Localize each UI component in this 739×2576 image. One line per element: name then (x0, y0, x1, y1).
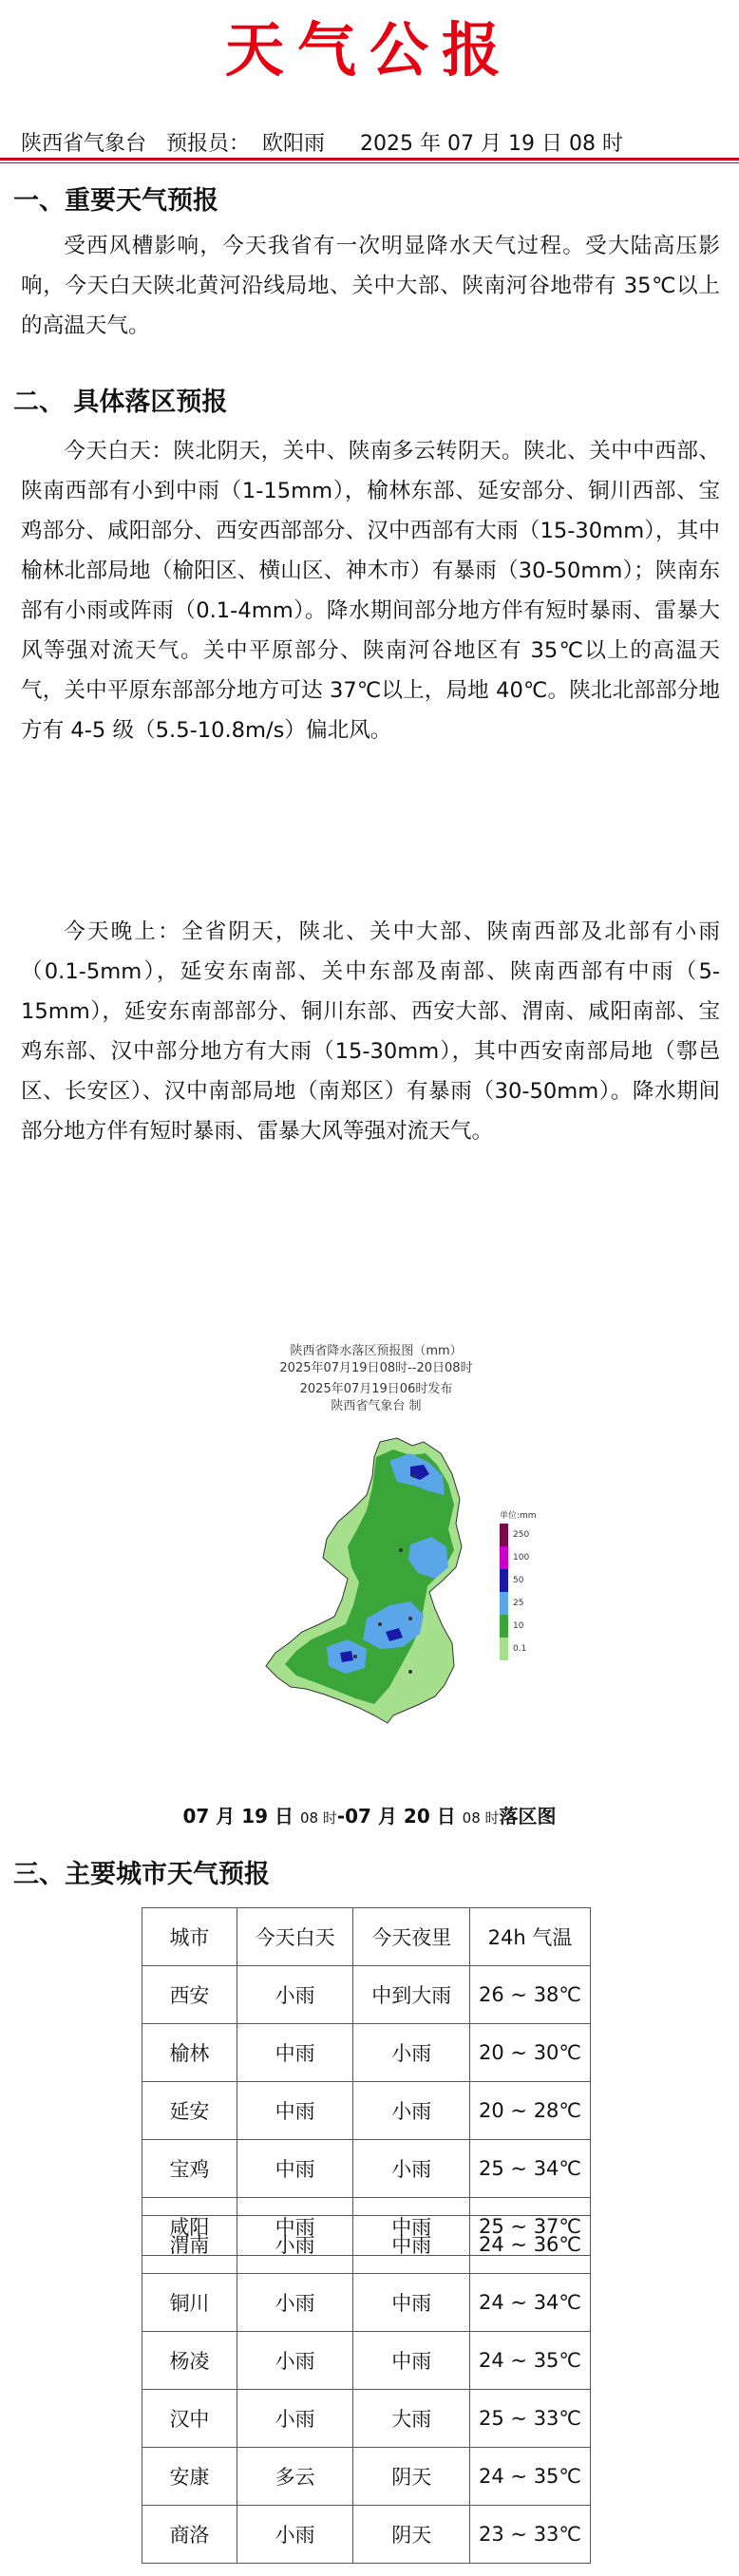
table-header-row (142, 1908, 591, 1966)
day-label: 今天白天： (64, 439, 174, 464)
day-weather: 中雨 (237, 2024, 353, 2082)
forecaster-label: 预报员： (166, 132, 251, 156)
city-name: 安康 (142, 2448, 237, 2506)
section3-heading: 三、主要城市天气预报 (13, 1860, 270, 1889)
day-weather: 多云 (237, 2448, 353, 2506)
legend-swatch-25 (500, 1592, 508, 1615)
night-weather: 阴天 (353, 2448, 470, 2506)
caption-date-end: -07 月 20 日 (336, 1805, 456, 1828)
table-row (142, 2082, 591, 2140)
day-weather: 中雨 (237, 2140, 353, 2198)
night-weather: 中雨 (353, 2216, 470, 2274)
day-weather: 小雨 (237, 2332, 353, 2390)
city-name: 宝鸡 (142, 2140, 237, 2198)
night-label: 今天晚上： (64, 919, 181, 944)
header-night: 今天夜里 (353, 1908, 470, 1966)
night-weather: 小雨 (353, 2024, 470, 2082)
legend-swatch-50 (500, 1569, 508, 1592)
table-row (142, 1966, 591, 2024)
table-row (142, 2506, 591, 2564)
city-forecast-table-b (142, 2215, 591, 2564)
night-forecast (21, 912, 720, 1151)
header-divider-thin (0, 162, 739, 163)
legend-label-100: 100 (513, 1553, 530, 1563)
day-weather: 中雨 (237, 2198, 353, 2256)
night-weather: 中到大雨 (353, 1966, 470, 2024)
legend-swatch-10 (500, 1615, 508, 1638)
temperature: 20 ~ 28℃ (470, 2082, 591, 2140)
map-title-2: 2025年07月19日08时--20日08时 (279, 1361, 473, 1375)
precipitation-map (186, 1343, 566, 1780)
city-name: 商洛 (142, 2506, 237, 2564)
map-title-3: 2025年07月19日06时发布 (299, 1382, 453, 1396)
section1-heading: 一、重要天气预报 (13, 186, 218, 216)
city-forecast-table-a (142, 1907, 591, 2256)
section2-heading: 二、 具体落区预报 (13, 388, 228, 417)
caption-hour-start: 08 时 (299, 1809, 337, 1827)
caption-suffix: 落区图 (499, 1805, 557, 1828)
table-row (142, 2390, 591, 2448)
city-dot (412, 1474, 416, 1478)
night-text: 全省阴天，陕北、关中大部、陕南西部及北部有小雨（0.1-5mm），延安东南部、关中东部及南部、陕南西部有中雨（5-15mm），延安东南部部分、铜川东部、西安大部、渭南、咸阳南部、宝鸡东部、汉中部分地方有大雨（15-30mm），其中西安南部局地（鄠邑区、长安区）、汉中南部局地（南郑区）有暴雨（30-50mm）。降水期间部分地方伴有短时暴雨、雷暴大风等强对流天气。 (21, 919, 721, 1144)
legend-swatch-250 (500, 1524, 508, 1546)
night-weather: 阴天 (353, 2506, 470, 2564)
bulletin-title: 天气公报 (224, 15, 514, 85)
night-weather: 小雨 (353, 2082, 470, 2140)
temperature: 23 ~ 33℃ (470, 2506, 591, 2564)
legend-label-50: 50 (513, 1576, 524, 1585)
temperature: 20 ~ 30℃ (470, 2024, 591, 2082)
city-dot (353, 1655, 357, 1658)
caption-date-start: 07 月 19 日 (182, 1805, 294, 1828)
header-day: 今天白天 (237, 1908, 353, 1966)
table-row (142, 2140, 591, 2198)
legend-label-25: 25 (513, 1599, 524, 1608)
legend-unit: 单位:mm (500, 1511, 537, 1521)
table-row (142, 2024, 591, 2082)
temperature: 24 ~ 35℃ (470, 2448, 591, 2506)
temperature: 25 ~ 34℃ (470, 2140, 591, 2198)
legend-swatch-100 (500, 1546, 508, 1569)
header-divider (0, 158, 739, 161)
table-row (142, 2216, 591, 2274)
map-region-50-c (340, 1651, 353, 1662)
bulletin-meta (21, 129, 636, 160)
city-name: 杨凌 (142, 2332, 237, 2390)
city-dot (378, 1622, 382, 1626)
city-name: 铜川 (142, 2274, 237, 2332)
map-title-4: 陕西省气象台 制 (331, 1399, 422, 1413)
section1-text: 受西风槽影响，今天我省有一次明显降水天气过程。受大陆高压影响，今天白天陕北黄河沿线局地、关中大部、陕南河谷地带有 35℃以上的高温天气。 (21, 234, 720, 338)
map-title-1: 陕西省降水落区预报图（mm） (290, 1344, 463, 1358)
day-weather: 小雨 (237, 1966, 353, 2024)
legend-swatch-01 (500, 1638, 508, 1660)
day-text: 陕北阴天，关中、陕南多云转阴天。陕北、关中中西部、陕南西部有小到中雨（1-15mm），榆林东部、延安部分、铜川西部、宝鸡部分、咸阳部分、西安西部部分、汉中西部有大雨（15-30mm），其中榆林北部局地（榆阳区、横山区、神木市）有暴雨（30-50mm）；陕南东部有小雨或阵雨（0.1-4mm）。降水期间部分地方伴有短时暴雨、雷暴大风等强对流天气。关中平原部分、陕南河谷地区有 35℃以上的高温天气，关中平原东部部分地方可达 37℃以上，局地 40℃。陕北北部部分地方有 4-5 级（5.5-10.8m/s）偏北风。 (21, 439, 721, 743)
legend-label-250: 250 (513, 1530, 530, 1540)
legend-label-10: 10 (513, 1621, 524, 1631)
city-dot (408, 1617, 412, 1620)
day-weather: 中雨 (237, 2082, 353, 2140)
agency-name: 陕西省气象台 (21, 132, 147, 156)
temperature: 24 ~ 35℃ (470, 2332, 591, 2390)
night-weather: 中雨 (353, 2198, 470, 2256)
header-city: 城市 (142, 1908, 237, 1966)
caption-hour-end: 08 时 (462, 1809, 500, 1827)
day-weather: 小雨 (237, 2390, 353, 2448)
city-name: 西安 (142, 1966, 237, 2024)
legend-label-01: 0.1 (513, 1644, 527, 1654)
temperature: 24 ~ 34℃ (470, 2274, 591, 2332)
temperature: 24 ~ 36℃ (470, 2216, 591, 2274)
city-name: 汉中 (142, 2390, 237, 2448)
table-row (142, 2448, 591, 2506)
temperature: 25 ~ 37℃ (470, 2198, 591, 2256)
day-weather: 小雨 (237, 2506, 353, 2564)
temperature: 26 ~ 38℃ (470, 1966, 591, 2024)
table-row (142, 2332, 591, 2390)
header-temp: 24h 气温 (470, 1908, 591, 1966)
city-dot (408, 1670, 412, 1674)
day-weather: 小雨 (237, 2216, 353, 2274)
city-name: 渭南 (142, 2216, 237, 2274)
map-graphic (186, 1343, 566, 1780)
night-weather: 大雨 (353, 2390, 470, 2448)
forecaster-name: 欧阳雨 (262, 132, 326, 156)
temperature: 25 ~ 33℃ (470, 2390, 591, 2448)
issue-date: 2025 年 07 月 19 日 08 时 (360, 132, 623, 156)
city-name: 延安 (142, 2082, 237, 2140)
city-name: 咸阳 (142, 2198, 237, 2256)
night-weather: 中雨 (353, 2332, 470, 2390)
city-dot (399, 1548, 403, 1552)
map-caption (0, 1802, 739, 1832)
city-name: 榆林 (142, 2024, 237, 2082)
night-weather: 小雨 (353, 2140, 470, 2198)
night-weather: 中雨 (353, 2274, 470, 2332)
day-forecast (21, 431, 720, 750)
table-row (142, 2274, 591, 2332)
day-weather: 小雨 (237, 2274, 353, 2332)
